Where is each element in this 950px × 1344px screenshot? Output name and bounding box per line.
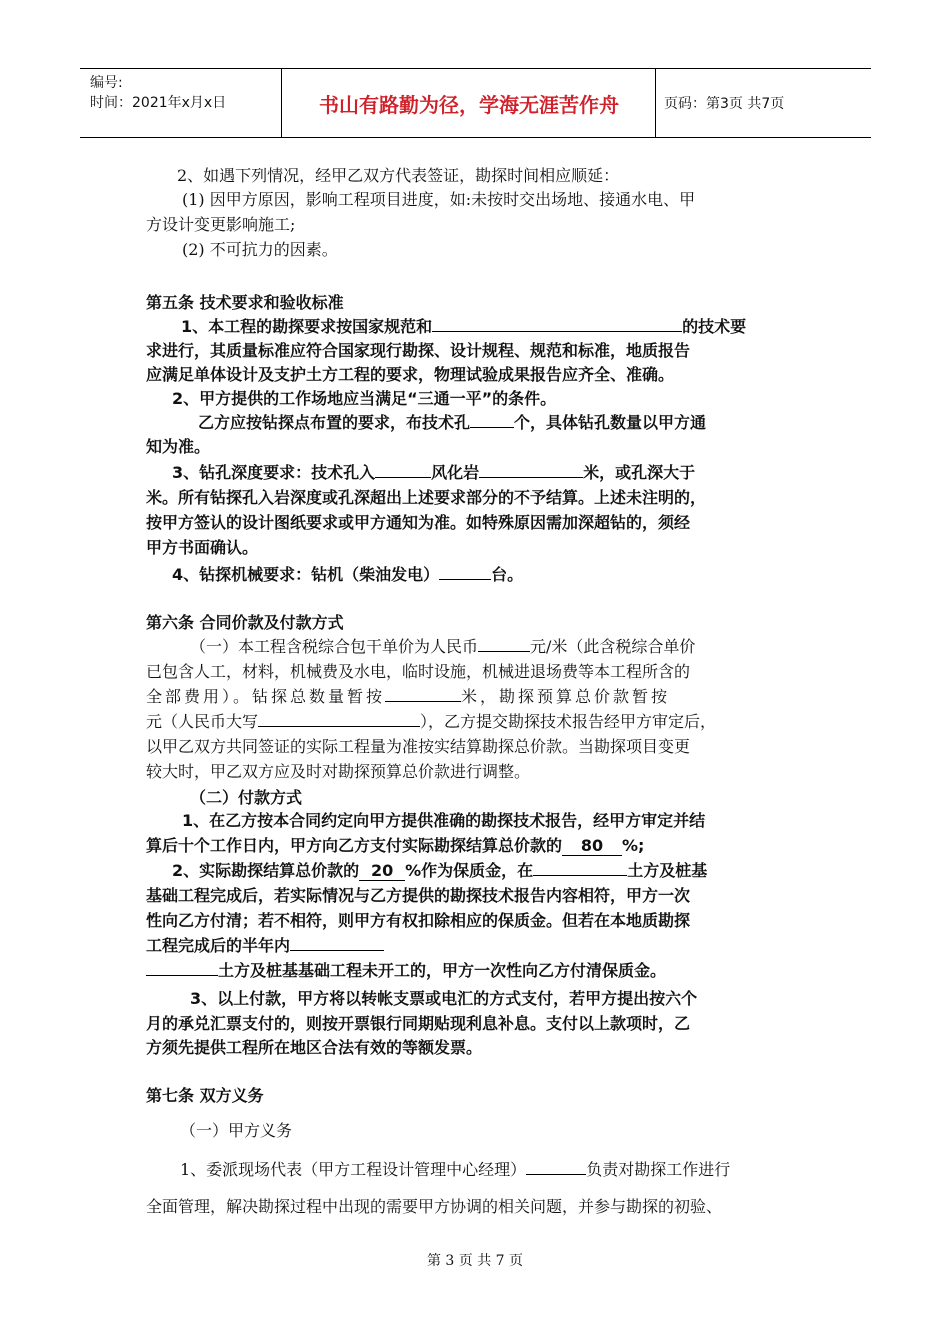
paragraph-line: 基础工程完成后，若实际情况与乙方提供的勘探技术报告内容相符，甲方一次	[146, 886, 691, 905]
text-fragment: 1、本工程的勘探要求按国家规范和	[181, 317, 433, 336]
page-footer: 第 3 页 共 7 页	[426, 1253, 524, 1269]
blank-field	[385, 687, 461, 702]
paragraph-line	[172, 562, 523, 585]
paragraph-line: 2、甲方提供的工作场地应当满足“三通一平”的条件。	[172, 389, 557, 408]
paragraph-line: (1) 因甲方原因，影响工程项目进度，如:未按时交出场地、接通水电、甲	[182, 190, 696, 209]
paragraph-line: 求进行，其质量标准应符合国家现行勘探、设计规程、规范和标准，地质报告	[146, 341, 691, 360]
paragraph-line	[172, 460, 695, 483]
text-fragment: 4、钻探机械要求：钻机（柴油发电）	[172, 565, 440, 584]
paragraph-line: 已包含人工，材料，机械费及水电，临时设施，机械进退场费等本工程所含的	[146, 662, 691, 681]
paragraph-line: 以甲乙双方共同签证的实际工程量为准按实结算勘探总价款。当勘探项目变更	[146, 737, 691, 756]
text-fragment: %;	[622, 836, 645, 855]
text-fragment: 元/米（此含税综合单价	[530, 637, 696, 656]
blank-field	[375, 463, 431, 478]
paragraph-line: 应满足单体设计及支护土方工程的要求，物理试验成果报告应齐全、准确。	[146, 365, 675, 384]
section-title-5: 第五条 技术要求和验收标准	[146, 293, 344, 312]
text-fragment: 风化岩	[431, 463, 480, 482]
blank-field	[526, 1160, 586, 1175]
text-fragment: 个，具体钻孔数量以甲方通	[514, 413, 707, 432]
section-title-7: 第七条 双方义务	[146, 1086, 264, 1105]
document-number-label: 编号:	[90, 75, 123, 91]
text-fragment: 土方及桩基	[627, 861, 708, 880]
blank-field	[478, 637, 530, 652]
blank-field	[290, 936, 384, 951]
text-fragment: 负责对勘探工作进行	[586, 1160, 731, 1179]
blank-field	[439, 565, 491, 580]
section-title-6: 第六条 合同价款及付款方式	[146, 613, 344, 632]
text-fragment: 米，或孔深大于	[583, 463, 696, 482]
subsection-title: （二）付款方式	[190, 788, 303, 807]
paragraph-line	[146, 933, 384, 956]
text-fragment: 工程完成后的半年内	[146, 936, 291, 955]
paragraph-line	[146, 709, 716, 732]
text-fragment: 元（人民币大写	[146, 712, 259, 731]
blank-field	[146, 961, 218, 976]
blank-field	[479, 463, 583, 478]
paragraph-line: 1、在乙方按本合同约定向甲方提供准确的勘探技术报告，经甲方审定并结	[182, 811, 706, 830]
text-fragment: 米，勘探预算总价款暂按	[461, 687, 671, 706]
text-fragment: （一）本工程含税综合包干单价为人民币	[190, 637, 479, 656]
blank-field	[258, 712, 420, 727]
filled-blank: 80	[562, 836, 622, 856]
paragraph-line: 方设计变更影响施工;	[146, 215, 296, 234]
paragraph-line: 甲方书面确认。	[146, 538, 259, 557]
paragraph-line	[146, 958, 666, 981]
text-fragment: %作为保质金，在	[405, 861, 534, 880]
paragraph-line	[181, 314, 746, 337]
paragraph-line: (2) 不可抗力的因素。	[182, 240, 338, 259]
header-page-number: 页码：第3页 共7页	[664, 96, 785, 112]
text-fragment: 2、实际勘探结算总价款的	[172, 861, 360, 880]
paragraph-line: 性向乙方付清；若不相符，则甲方有权扣除相应的保质金。但若在本地质勘探	[146, 911, 691, 930]
text-fragment: 3、钻孔深度要求：技术孔入	[172, 463, 376, 482]
paragraph-line: 全面管理，解决勘探过程中出现的需要甲方协调的相关问题，并参与勘探的初验、	[146, 1197, 723, 1216]
paragraph-line: 2、如遇下列情况，经甲乙双方代表签证，勘探时间相应顺延：	[177, 166, 620, 185]
blank-field	[533, 861, 627, 876]
text-fragment: 的技术要	[682, 317, 747, 336]
text-fragment: 台。	[491, 565, 524, 584]
paragraph-line	[190, 634, 695, 657]
text-fragment: 土方及桩基基础工程未开工的，甲方一次性向乙方付清保质金。	[218, 961, 667, 980]
text-fragment: 1、委派现场代表（甲方工程设计管理中心经理）	[180, 1160, 527, 1179]
text-fragment: 全部费用）。钻探总数量暂按	[146, 687, 386, 706]
paragraph-line	[146, 684, 670, 707]
filled-blank: 20	[359, 861, 405, 881]
header-left-cell	[80, 69, 282, 137]
paragraph-line: 米。所有钻探孔入岩深度或孔深超出上述要求部分的不予结算。上述未注明的，	[146, 488, 707, 507]
paragraph-line: 月的承兑汇票支付的，则按开票银行同期贴现利息补息。支付以上款项时，乙	[146, 1014, 691, 1033]
text-fragment: 算后十个工作日内，甲方向乙方支付实际勘探结算总价款的	[146, 836, 563, 855]
blank-field	[470, 413, 514, 428]
text-fragment: 乙方应按钻探点布置的要求，布技术孔	[198, 413, 471, 432]
text-fragment: ），乙方提交勘探技术报告经甲方审定后，	[420, 712, 717, 731]
paragraph-line	[180, 1157, 730, 1180]
paragraph-line	[172, 858, 707, 881]
subsection-title: （一）甲方义务	[180, 1121, 293, 1140]
paragraph-line: 3、以上付款，甲方将以转帐支票或电汇的方式支付，若甲方提出按六个	[190, 989, 698, 1008]
paragraph-line: 较大时，甲乙双方应及时对勘探预算总价款进行调整。	[146, 762, 531, 781]
header-motto: 书山有路勤为径，学海无涯苦作舟	[283, 69, 656, 137]
blank-field	[432, 317, 682, 332]
paragraph-line	[198, 410, 706, 433]
paragraph-line: 知为准。	[146, 437, 211, 456]
page-header	[80, 68, 871, 138]
paragraph-line	[146, 833, 644, 856]
document-date-label: 时间：2021年x月x日	[90, 95, 227, 111]
paragraph-line: 方须先提供工程所在地区合法有效的等额发票。	[146, 1038, 483, 1057]
paragraph-line: 按甲方签认的设计图纸要求或甲方通知为准。如特殊原因需加深超钻的，须经	[146, 513, 691, 532]
